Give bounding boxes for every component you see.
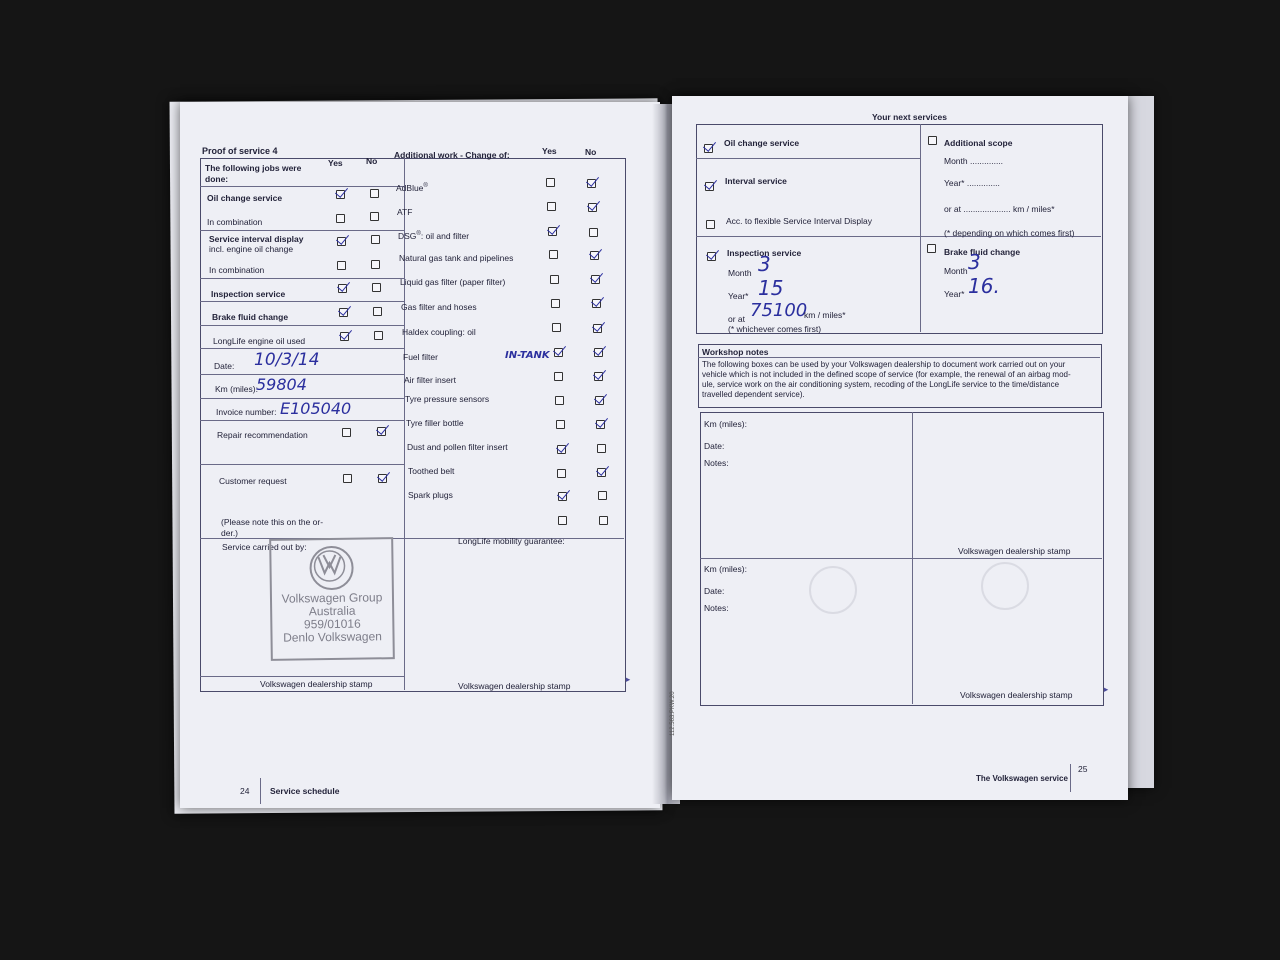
next-flex-checkbox[interactable]: [706, 220, 715, 229]
next-oil-change-checkbox[interactable]: [704, 144, 713, 153]
job-oil-change-no-checkbox[interactable]: [370, 189, 379, 198]
job-interval-combination-yes-checkbox[interactable]: [337, 261, 346, 270]
next-whichever-note: (* whichever comes first): [728, 324, 822, 334]
page-number-right: 25: [1078, 764, 1088, 774]
customer-no-checkbox[interactable]: [378, 474, 387, 483]
next-services-title: Your next services: [872, 112, 947, 122]
add-dsg-no-checkbox[interactable]: [589, 228, 598, 237]
workshop-text-4: travelled dependent service).: [702, 390, 805, 399]
entry2-notes-label: Notes:: [704, 603, 729, 613]
side-print-code: 112.563.PKW.20: [670, 691, 676, 736]
repair-no-checkbox[interactable]: [377, 427, 386, 436]
job-brake-fluid-no-checkbox[interactable]: [373, 307, 382, 316]
customer-request-label: Customer request: [219, 476, 287, 486]
footer-right: The Volkswagen service: [976, 774, 1068, 783]
next-or-at-label: or at: [728, 314, 746, 324]
page-number-left: 24: [240, 786, 250, 796]
workshop-text-3: ule, service work on the air conditioning system, recoding of the LongLife service to the time/distance: [702, 380, 1060, 389]
additional-yes-header: Yes: [542, 146, 557, 156]
add-tyre-filler-label: Tyre filler bottle: [406, 418, 464, 428]
right-page: [672, 96, 1128, 800]
job-oil-change-label: Oil change service: [207, 193, 283, 203]
add-air-filter-label: Air filter insert: [404, 375, 456, 385]
brake-month-label: Month: [944, 266, 968, 276]
stamp-line3: 959/01016: [303, 616, 361, 632]
repair-recommendation-label: Repair recommendation: [217, 430, 308, 440]
job-inspection-yes-checkbox[interactable]: [338, 284, 347, 293]
entry1-km-label: Km (miles):: [704, 419, 747, 429]
add-atf-label: ATF: [397, 207, 413, 217]
add-gas-filter-label: Gas filter and hoses: [401, 302, 477, 312]
footer-left: Service schedule: [270, 786, 340, 796]
stamp-line2: Australia: [308, 603, 356, 619]
add-air-filter-no-checkbox[interactable]: [594, 372, 603, 381]
longlife-mobility-label: LongLife mobility guarantee:: [458, 536, 565, 546]
date-value: 10/3/14: [254, 350, 320, 370]
job-longlife-oil-no-checkbox[interactable]: [374, 331, 383, 340]
show-through-stamp-2-icon: [940, 562, 1070, 672]
job-brake-fluid-label: Brake fluid change: [212, 312, 289, 322]
stamp-line1: Volkswagen Group: [281, 590, 383, 606]
note-line1: (Please note this on the or-: [221, 517, 324, 527]
add-fuel-filter-label: Fuel filter: [403, 352, 438, 362]
scope-or-at: or at .................... km / miles*: [944, 204, 1055, 214]
add-liquid-gas-label: Liquid gas filter (paper filter): [400, 277, 506, 287]
dealer-stamp-caption: Volkswagen dealership stamp: [260, 679, 373, 689]
continue-arrow-icon: ▸: [626, 674, 631, 684]
job-inspection-no-checkbox[interactable]: [372, 283, 381, 292]
entry2-stamp-caption: Volkswagen dealership stamp: [960, 690, 1073, 700]
add-haldex-label: Haldex coupling: oil: [402, 327, 476, 337]
add-spark-plugs-no-checkbox[interactable]: [598, 491, 607, 500]
additional-work-header: Additional work - Change of:: [394, 150, 510, 160]
next-flex-label: Acc. to flexible Service Interval Display: [726, 216, 872, 226]
next-brake-fluid-label: Brake fluid change: [944, 247, 1021, 257]
add-tyre-pressure-yes-checkbox[interactable]: [555, 396, 564, 405]
left-page-surface: [180, 102, 660, 808]
add-dsg-label: DSG®: oil and filter: [398, 230, 470, 241]
brake-month-value: 3: [968, 250, 981, 274]
add-haldex-yes-checkbox[interactable]: [552, 323, 561, 332]
add-spark-plugs-yes-checkbox[interactable]: [558, 492, 567, 501]
job-service-interval-sub: incl. engine oil change: [209, 244, 294, 254]
next-brake-fluid-checkbox[interactable]: [927, 244, 936, 253]
add-tyre-filler-no-checkbox[interactable]: [596, 420, 605, 429]
dealer-stamp-caption-2: Volkswagen dealership stamp: [458, 681, 571, 691]
next-oil-change-label: Oil change service: [724, 138, 800, 148]
fuel-filter-note: IN-TANK: [505, 350, 550, 361]
dealer-stamp: [269, 537, 395, 661]
job-oil-change-yes-checkbox[interactable]: [336, 190, 345, 199]
show-through-stamp-icon: [768, 566, 898, 676]
entry1-notes-label: Notes:: [704, 458, 729, 468]
stamp-line4: Denlo Volkswagen: [283, 629, 382, 645]
brake-year-value: 16.: [968, 274, 1000, 298]
job-inspection-label: Inspection service: [211, 289, 286, 299]
job-service-interval-label: Service interval display: [209, 234, 304, 244]
add-natural-gas-label: Natural gas tank and pipelines: [399, 253, 514, 263]
additional-scope-checkbox[interactable]: [928, 136, 937, 145]
add-fuel-filter-yes-checkbox[interactable]: [554, 348, 563, 357]
continue-arrow-right-icon: ▸: [1104, 684, 1109, 694]
add-atf-yes-checkbox[interactable]: [547, 202, 556, 211]
job-oil-combination-label: In combination: [207, 217, 263, 227]
job-interval-combination-label: In combination: [209, 265, 265, 275]
next-year-value: 15: [758, 276, 784, 300]
proof-of-service-title: Proof of service 4: [202, 146, 278, 156]
add-haldex-no-checkbox[interactable]: [593, 324, 602, 333]
workshop-notes-title: Workshop notes: [702, 347, 769, 357]
add-blank-no-checkbox[interactable]: [599, 516, 608, 525]
brake-year-label: Year*: [944, 289, 965, 299]
scope-month: Month ..............: [944, 156, 1004, 166]
add-toothed-belt-label: Toothed belt: [408, 466, 455, 476]
add-fuel-filter-no-checkbox[interactable]: [594, 348, 603, 357]
add-gas-filter-no-checkbox[interactable]: [592, 299, 601, 308]
date-label: Date:: [214, 361, 235, 371]
note-line2: der.): [221, 528, 239, 538]
add-air-filter-yes-checkbox[interactable]: [554, 372, 563, 381]
add-tyre-pressure-label: Tyre pressure sensors: [405, 394, 490, 404]
add-pollen-filter-no-checkbox[interactable]: [597, 444, 606, 453]
next-inspection-checkbox[interactable]: [707, 252, 716, 261]
workshop-text-1: The following boxes can be used by your Volkswagen dealership to document work carried out on your: [702, 360, 1066, 369]
add-toothed-belt-yes-checkbox[interactable]: [557, 469, 566, 478]
entry1-stamp-caption: Volkswagen dealership stamp: [958, 546, 1071, 556]
km-label: Km (miles):: [215, 384, 258, 394]
customer-yes-checkbox[interactable]: [343, 474, 352, 483]
scope-year: Year* ..............: [944, 178, 1000, 188]
job-interval-combination-no-checkbox[interactable]: [371, 260, 380, 269]
workshop-text-2: vehicle which is not included in the defined scope of service (for example, the renewal of an airbag mod-: [702, 370, 1071, 379]
job-brake-fluid-yes-checkbox[interactable]: [339, 308, 348, 317]
repair-yes-checkbox[interactable]: [342, 428, 351, 437]
jobs-no-header: No: [366, 156, 378, 166]
add-pollen-filter-label: Dust and pollen filter insert: [407, 442, 508, 452]
next-interval-checkbox[interactable]: [705, 182, 714, 191]
add-adblue-yes-checkbox[interactable]: [546, 178, 555, 187]
add-adblue-no-checkbox[interactable]: [587, 179, 596, 188]
job-oil-combination-yes-checkbox[interactable]: [336, 214, 345, 223]
add-tyre-filler-yes-checkbox[interactable]: [556, 420, 565, 429]
job-oil-combination-no-checkbox[interactable]: [370, 212, 379, 221]
next-month-value: 3: [758, 252, 771, 276]
entry2-km-label: Km (miles):: [704, 564, 747, 574]
km-value: 59804: [256, 375, 307, 394]
add-adblue-label: AdBlue®: [396, 182, 428, 193]
add-atf-no-checkbox[interactable]: [588, 203, 597, 212]
add-blank-yes-checkbox[interactable]: [558, 516, 567, 525]
next-km-unit: km / miles*: [804, 310, 846, 320]
invoice-label: Invoice number:: [216, 407, 277, 417]
add-toothed-belt-no-checkbox[interactable]: [597, 468, 606, 477]
jobs-yes-header: Yes: [328, 158, 343, 168]
add-tyre-pressure-no-checkbox[interactable]: [595, 396, 604, 405]
add-natural-gas-yes-checkbox[interactable]: [549, 250, 558, 259]
add-pollen-filter-yes-checkbox[interactable]: [557, 445, 566, 454]
add-dsg-yes-checkbox[interactable]: [548, 227, 557, 236]
next-inspection-label: Inspection service: [727, 248, 802, 258]
entry1-date-label: Date:: [704, 441, 725, 451]
add-spark-plugs-label: Spark plugs: [408, 490, 453, 500]
add-natural-gas-no-checkbox[interactable]: [590, 251, 599, 260]
job-service-interval-no-checkbox[interactable]: [371, 235, 380, 244]
add-gas-filter-yes-checkbox[interactable]: [551, 299, 560, 308]
entry2-date-label: Date:: [704, 586, 725, 596]
additional-no-header: No: [585, 147, 597, 157]
service-carried-out-label: Service carried out by:: [222, 542, 307, 552]
scope-depending: (* depending on which comes first): [944, 228, 1075, 238]
invoice-value: E105040: [280, 399, 352, 418]
jobs-header-line1: The following jobs were: [205, 163, 302, 173]
next-year-label: Year*: [728, 291, 749, 301]
add-liquid-gas-no-checkbox[interactable]: [591, 275, 600, 284]
next-month-label: Month: [728, 268, 752, 278]
additional-scope-label: Additional scope: [944, 138, 1013, 148]
next-km-value: 75100: [750, 300, 808, 321]
add-liquid-gas-yes-checkbox[interactable]: [550, 275, 559, 284]
job-longlife-oil-yes-checkbox[interactable]: [340, 332, 349, 341]
next-interval-label: Interval service: [725, 176, 787, 186]
job-service-interval-yes-checkbox[interactable]: [337, 237, 346, 246]
vw-logo-icon: [309, 546, 354, 591]
job-longlife-oil-label: LongLife engine oil used: [213, 336, 306, 346]
jobs-header-line2: done:: [205, 174, 229, 184]
